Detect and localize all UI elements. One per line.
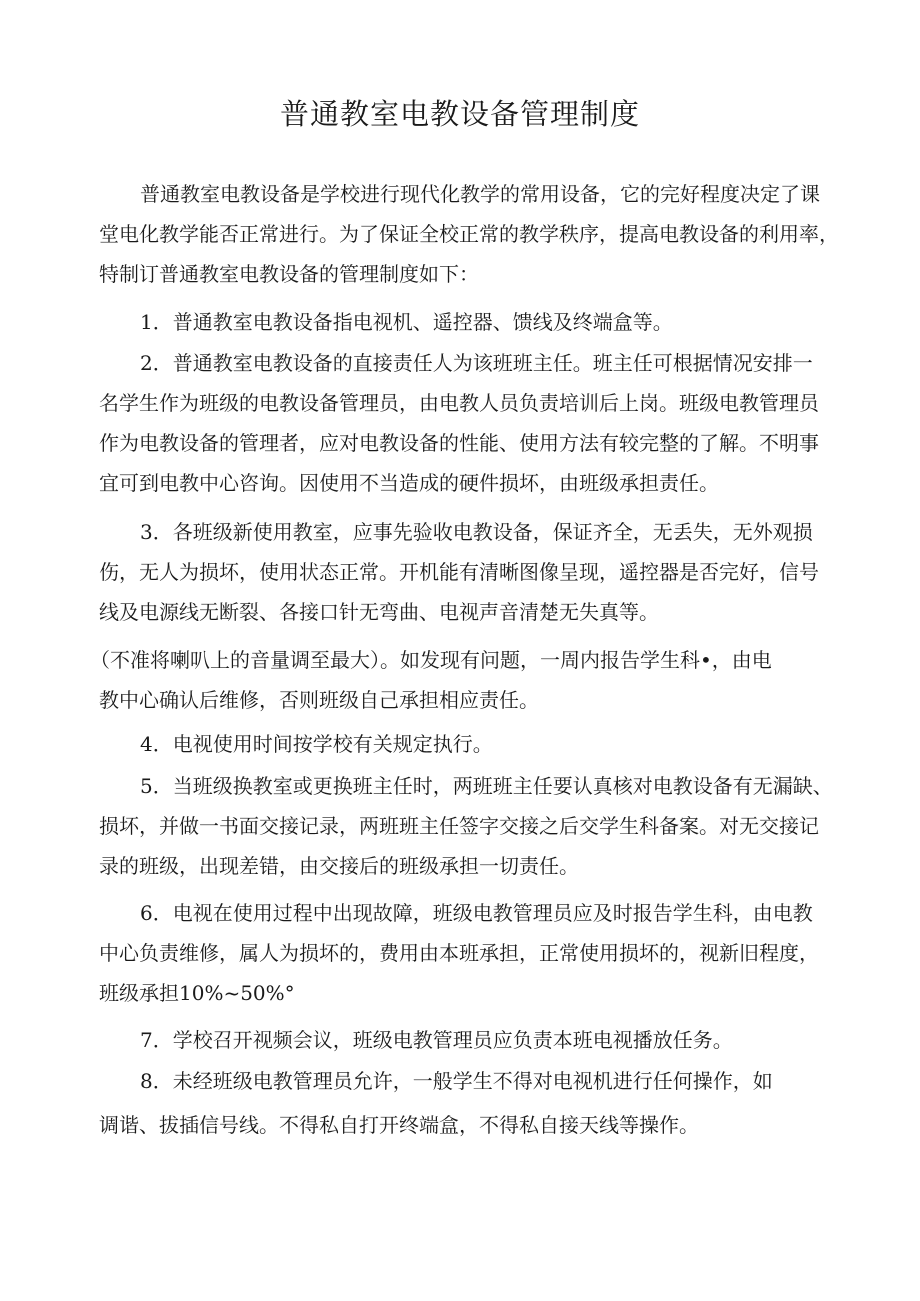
intro-paragraph	[99, 174, 839, 294]
rule-item-2	[99, 343, 835, 503]
rule-item-1	[99, 302, 835, 342]
rule-line: 8．未经班级电教管理员允许，一般学生不得对电视机进行任何操作，如	[140, 1069, 773, 1093]
intro-line: 普通教室电教设备是学校进行现代化教学的常用设备，它的完好程度决定了课	[140, 182, 820, 206]
rule-item-4	[99, 724, 835, 764]
rule-line: 2．普通教室电教设备的直接责任人为该班班主任。班主任可根据情况安排一	[140, 351, 813, 375]
rule-line: 损坏，并做一书面交接记录，两班班主任签字交接之后交学生科备案。对无交接记	[99, 814, 819, 838]
intro-line: 堂电化教学能否正常进行。为了保证全校正常的教学秩序，提高电教设备的利用率，	[99, 222, 839, 246]
rule-line: 中心负责维修，属人为损坏的，费用由本班承担，正常使用损坏的，视新旧程度，	[99, 941, 819, 965]
rule-item-5	[99, 766, 835, 886]
rule-item-8	[99, 1061, 835, 1145]
rule-line: （不准将喇叭上的音量调至最大）。如发现有问题，一周内报告学生科•，由电	[90, 648, 772, 672]
intro-line: 特制订普通教室电教设备的管理制度如下：	[99, 262, 479, 286]
rule-item-6	[99, 893, 835, 1013]
rule-line: 7．学校召开视频会议，班级电教管理员应负责本班电视播放任务。	[140, 1028, 733, 1052]
rule-line: 录的班级，出现差错，由交接后的班级承担一切责任。	[99, 854, 579, 878]
rule-item-3	[99, 512, 835, 632]
document-title: 普通教室电教设备管理制度	[279, 97, 640, 131]
rule-item-3-note	[90, 640, 826, 720]
rule-line: 线及电源线无断裂、各接口针无弯曲、电视声音清楚无失真等。	[99, 600, 659, 624]
rule-line: 作为电教设备的管理者，应对电教设备的性能、使用方法有较完整的了解。不明事	[99, 431, 819, 455]
rule-line: 班级承担10%~50%°	[99, 981, 295, 1005]
rule-line: 5．当班级换教室或更换班主任时，两班班主任要认真核对电教设备有无漏缺、	[140, 774, 833, 798]
rule-line: 宜可到电教中心咨询。因使用不当造成的硬件损坏，由班级承担责任。	[99, 471, 719, 495]
rule-line: 3．各班级新使用教室，应事先验收电教设备，保证齐全，无丢失，无外观损	[140, 520, 813, 544]
rule-item-7	[99, 1020, 835, 1060]
rule-line: 名学生作为班级的电教设备管理员，由电教人员负责培训后上岗。班级电教管理员	[99, 391, 819, 415]
rule-line: 调谐、拔插信号线。不得私自打开终端盒，不得私自接天线等操作。	[99, 1113, 699, 1137]
rule-line: 教中心确认后维修，否则班级自己承担相应责任。	[99, 688, 539, 712]
rule-line: 伤，无人为损坏，使用状态正常。开机能有清晰图像呈现，遥控器是否完好，信号	[99, 560, 819, 584]
rule-line: 4．电视使用时间按学校有关规定执行。	[140, 732, 493, 756]
rule-line: 6．电视在使用过程中出现故障，班级电教管理员应及时报告学生科，由电教	[140, 901, 813, 925]
rule-line: 1．普通教室电教设备指电视机、遥控器、馈线及终端盒等。	[140, 310, 673, 334]
